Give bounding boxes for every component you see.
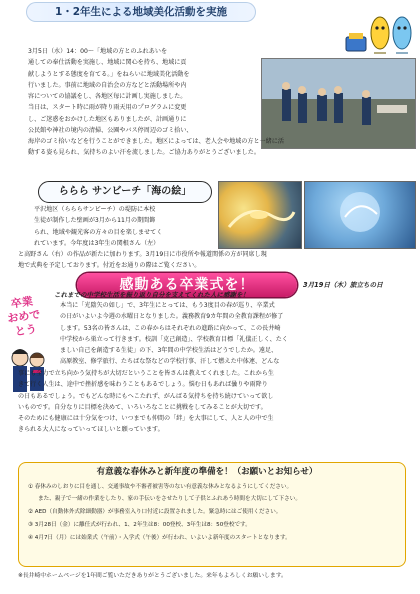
congrats-decoration: 卒業 おめでとう: [6, 294, 42, 339]
text-line: 生徒が制作した壁画が3月から11月の期間飾: [34, 217, 156, 225]
section3-body-wide: [18, 368, 414, 436]
text-line: 平沢地区（らららサンビーチ）の堤防に本校: [34, 206, 156, 213]
text-line: 中学校から巣立って行きます。校訓「克己創造」、学校教育目標「礼儀正しく、たく: [60, 335, 288, 343]
text-line: します。53名の皆さんは、この春からはそれぞれの進路に向かって、この長井崎: [60, 324, 281, 332]
text-line: られ、地域や観光客の方々の目を楽しませてく: [34, 228, 163, 236]
mural-painting-left: [218, 181, 302, 249]
section1-heading: 1・2年生による地域美化活動を実施: [26, 2, 256, 22]
section2-body: [34, 204, 217, 249]
notice-item: ② AED（自動体外式除細動器）が事務室入り口付近に設置されました。緊急時にはご使用ください。: [28, 509, 282, 515]
text-line: 動する姿も見られ、気持ちのよい汗を流しました。ご協力ありがとうございました。: [28, 149, 260, 157]
text-line: 高原教室、修学旅行、たちばな祭などの学校行事、汗して燃えた中体連、どんな: [60, 358, 280, 366]
notice-item: ③ 3月28日（金）に離任式が行われ、1、2年生は8：00登校、3年生は8：50登校です。: [28, 522, 251, 528]
text-line: れています。今年度は3年生の関根さん（左）: [34, 239, 160, 247]
graduation-lead: これまでの中学校生活を振り返り自分を支えてくれた人に感謝を！: [54, 291, 249, 299]
text-line: そのためにも健康には十分気をつけ、いつまでも仲間の「絆」を大事にして、人と人の中で生: [18, 415, 274, 423]
text-line: 通しての奉仕活動を実施し、地域に関心を持ち、地域に貢: [28, 59, 187, 67]
section2-body-wide: [18, 249, 416, 272]
text-line: 海岸のゴミ拾いなどを行うことができました。地区によっては、老人会や地域の方と一緒に活: [28, 138, 284, 145]
notice-item: ① 春休みのしおりに目を通し、交通事故や不審者被害等のない有意義な休みとなるようにしてください。: [28, 484, 293, 490]
notice-title: 有意義な春休みと新年度の準備を！（お願いとお知らせ）: [96, 467, 318, 477]
graduation-date: 3月19日（木）旅立ちの日: [303, 281, 383, 289]
text-line: と高野さん（右）の作品が新たに加わります。3月19日に市役所や報道関係の方が同席し現: [18, 251, 267, 258]
notice-item: ④ 4月7日（月）には始業式（午前）・入学式（午後）が行われ、いよいよ新年度のスタートとなります。: [28, 535, 291, 541]
text-line: きて行く人生は、途中で挫折感を味わうこともあるでしょう。悩む日もあれば曇りや雨降り: [18, 381, 268, 389]
section3-body: [60, 300, 414, 368]
text-line: いものです。自分なりに目標を決めて、いろいろなことに挑戦をしてみることが大切です。: [18, 403, 267, 411]
text-line: 本当に「光陰矢の如し」で、3年生にとっては、もう3度目の春が巡り、卒業式: [60, 302, 275, 309]
mural-painting-right: [304, 181, 416, 249]
section1-body: [28, 46, 260, 136]
text-line: 行いました。事前に地域の自治会の方などと活動場所や内: [28, 81, 187, 89]
text-line: きられる大人になっていってほしいと願っています。: [18, 426, 164, 434]
section2-heading: ららら サンビーチ「海の絵」: [38, 181, 212, 203]
mascot-illustration: [344, 3, 414, 61]
text-line: 地で式典を予定しております。付近をお通りの際はご覧ください。: [18, 262, 201, 270]
graduation-banner: 感動ある卒業式を！: [77, 273, 297, 297]
text-line: 事にも全力で立ち向かう気持ちが大切だということを皆さんは教えてくれました。これから生: [18, 370, 274, 377]
text-line: し、ご迷惑をおかけした地区もありましたが、計画通りに: [28, 115, 187, 123]
notice-item: また、親子で一緒の作業をしたり、家の手伝いをさせたりして子供とふれあう時間を大切にして下さい。: [38, 496, 301, 502]
text-line: 当日は、スタート時に雨が降り雨天用のプログラムに変更: [28, 104, 187, 112]
text-line: 献しようとする態度を育てる。」をねらいに地域美化活動を: [28, 70, 190, 78]
text-line: ましい自己を創造する生徒」の下、3年間の中学校生活はどうでしたか。遠足、: [60, 347, 278, 355]
text-line: の日がいよいよ今週の水曜日となりました。義務教育9カ年間の全教育課程が修了: [60, 313, 284, 321]
text-line: 容についての協議をし、各地区毎に計画し実施しました。: [28, 93, 187, 101]
section1-body-wide: [28, 136, 416, 159]
text-line: の日もあるでしょう。でもどんな時にもへこたれず、がんばる気持ちを持ち続けていって欲し: [18, 392, 274, 400]
footer-note: ※長井崎中ホームページを1年間ご覧いただきありがとうございました。来年もよろしくお願いします。: [18, 573, 287, 579]
text-line: 公民館や神社の境内の清掃、公園やバス停周辺のゴミ拾い、: [28, 127, 193, 135]
text-line: 3月5日（水）14：00～「地域の方とのふれあいを: [28, 48, 168, 55]
